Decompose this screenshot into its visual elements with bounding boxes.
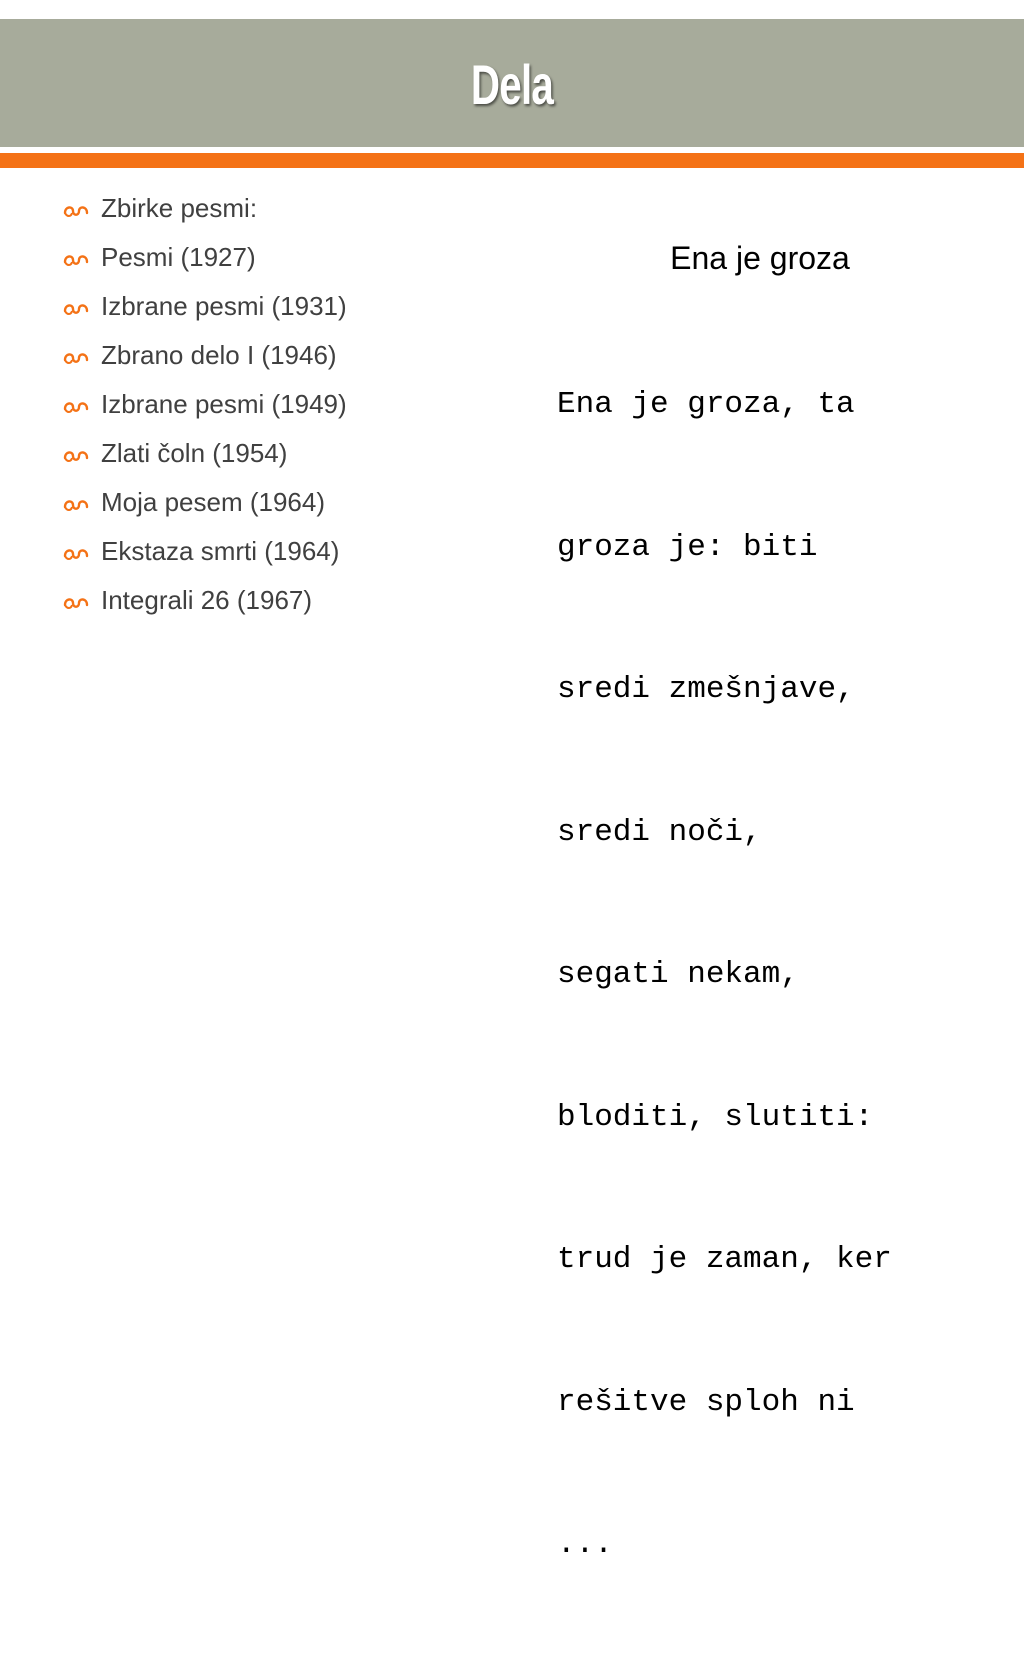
scroll-bullet-icon — [62, 544, 90, 564]
title-band — [0, 19, 1024, 147]
list-item — [62, 429, 347, 478]
list-item-label: Moja pesem (1964) — [101, 487, 325, 517]
list-item — [62, 233, 347, 282]
poem-line: segati nekam, — [557, 957, 799, 992]
list-item-label: Izbrane pesmi (1931) — [101, 291, 347, 321]
list-item-label: Pesmi (1927) — [101, 242, 256, 272]
list-item — [62, 331, 347, 380]
slide-title: Dela — [470, 53, 554, 116]
scroll-bullet-icon — [62, 593, 90, 613]
poem-line: sredi zmešnjave, — [557, 672, 855, 707]
scroll-bullet-icon — [62, 446, 90, 466]
scroll-bullet-icon — [62, 348, 90, 368]
list-item — [62, 478, 347, 527]
list-item — [62, 527, 347, 576]
list-item-label: Integrali 26 (1967) — [101, 585, 313, 615]
list-item — [62, 184, 347, 233]
poem-line: bloditi, slutiti: — [557, 1099, 874, 1135]
poem-line: Ena je groza, ta — [557, 387, 855, 422]
list-item — [62, 576, 347, 625]
list-item-label: Zbirke pesmi: — [101, 193, 258, 223]
poem-line: trud je zaman, ker — [557, 1242, 892, 1277]
poem-line: ... — [557, 1527, 613, 1562]
poem-body — [557, 286, 1017, 1664]
poem-line: groza je: biti — [557, 529, 818, 565]
scroll-bullet-icon — [62, 495, 90, 515]
list-item — [62, 380, 347, 429]
poem-line: rešitve sploh ni — [557, 1384, 855, 1420]
list-item — [62, 282, 347, 331]
list-item-label: Zlati čoln (1954) — [101, 438, 288, 468]
list-item-label: Zbrano delo I (1946) — [101, 340, 337, 370]
scroll-bullet-icon — [62, 299, 90, 319]
scroll-bullet-icon — [62, 397, 90, 417]
poem-line: sredi noči, — [557, 814, 762, 850]
scroll-bullet-icon — [62, 201, 90, 221]
list-item-label: Izbrane pesmi (1949) — [101, 389, 347, 419]
list-item-label: Ekstaza smrti (1964) — [101, 536, 340, 566]
scroll-bullet-icon — [62, 250, 90, 270]
poem-title: Ena je groza — [670, 240, 850, 276]
accent-bar — [0, 153, 1024, 168]
works-list — [62, 184, 347, 625]
